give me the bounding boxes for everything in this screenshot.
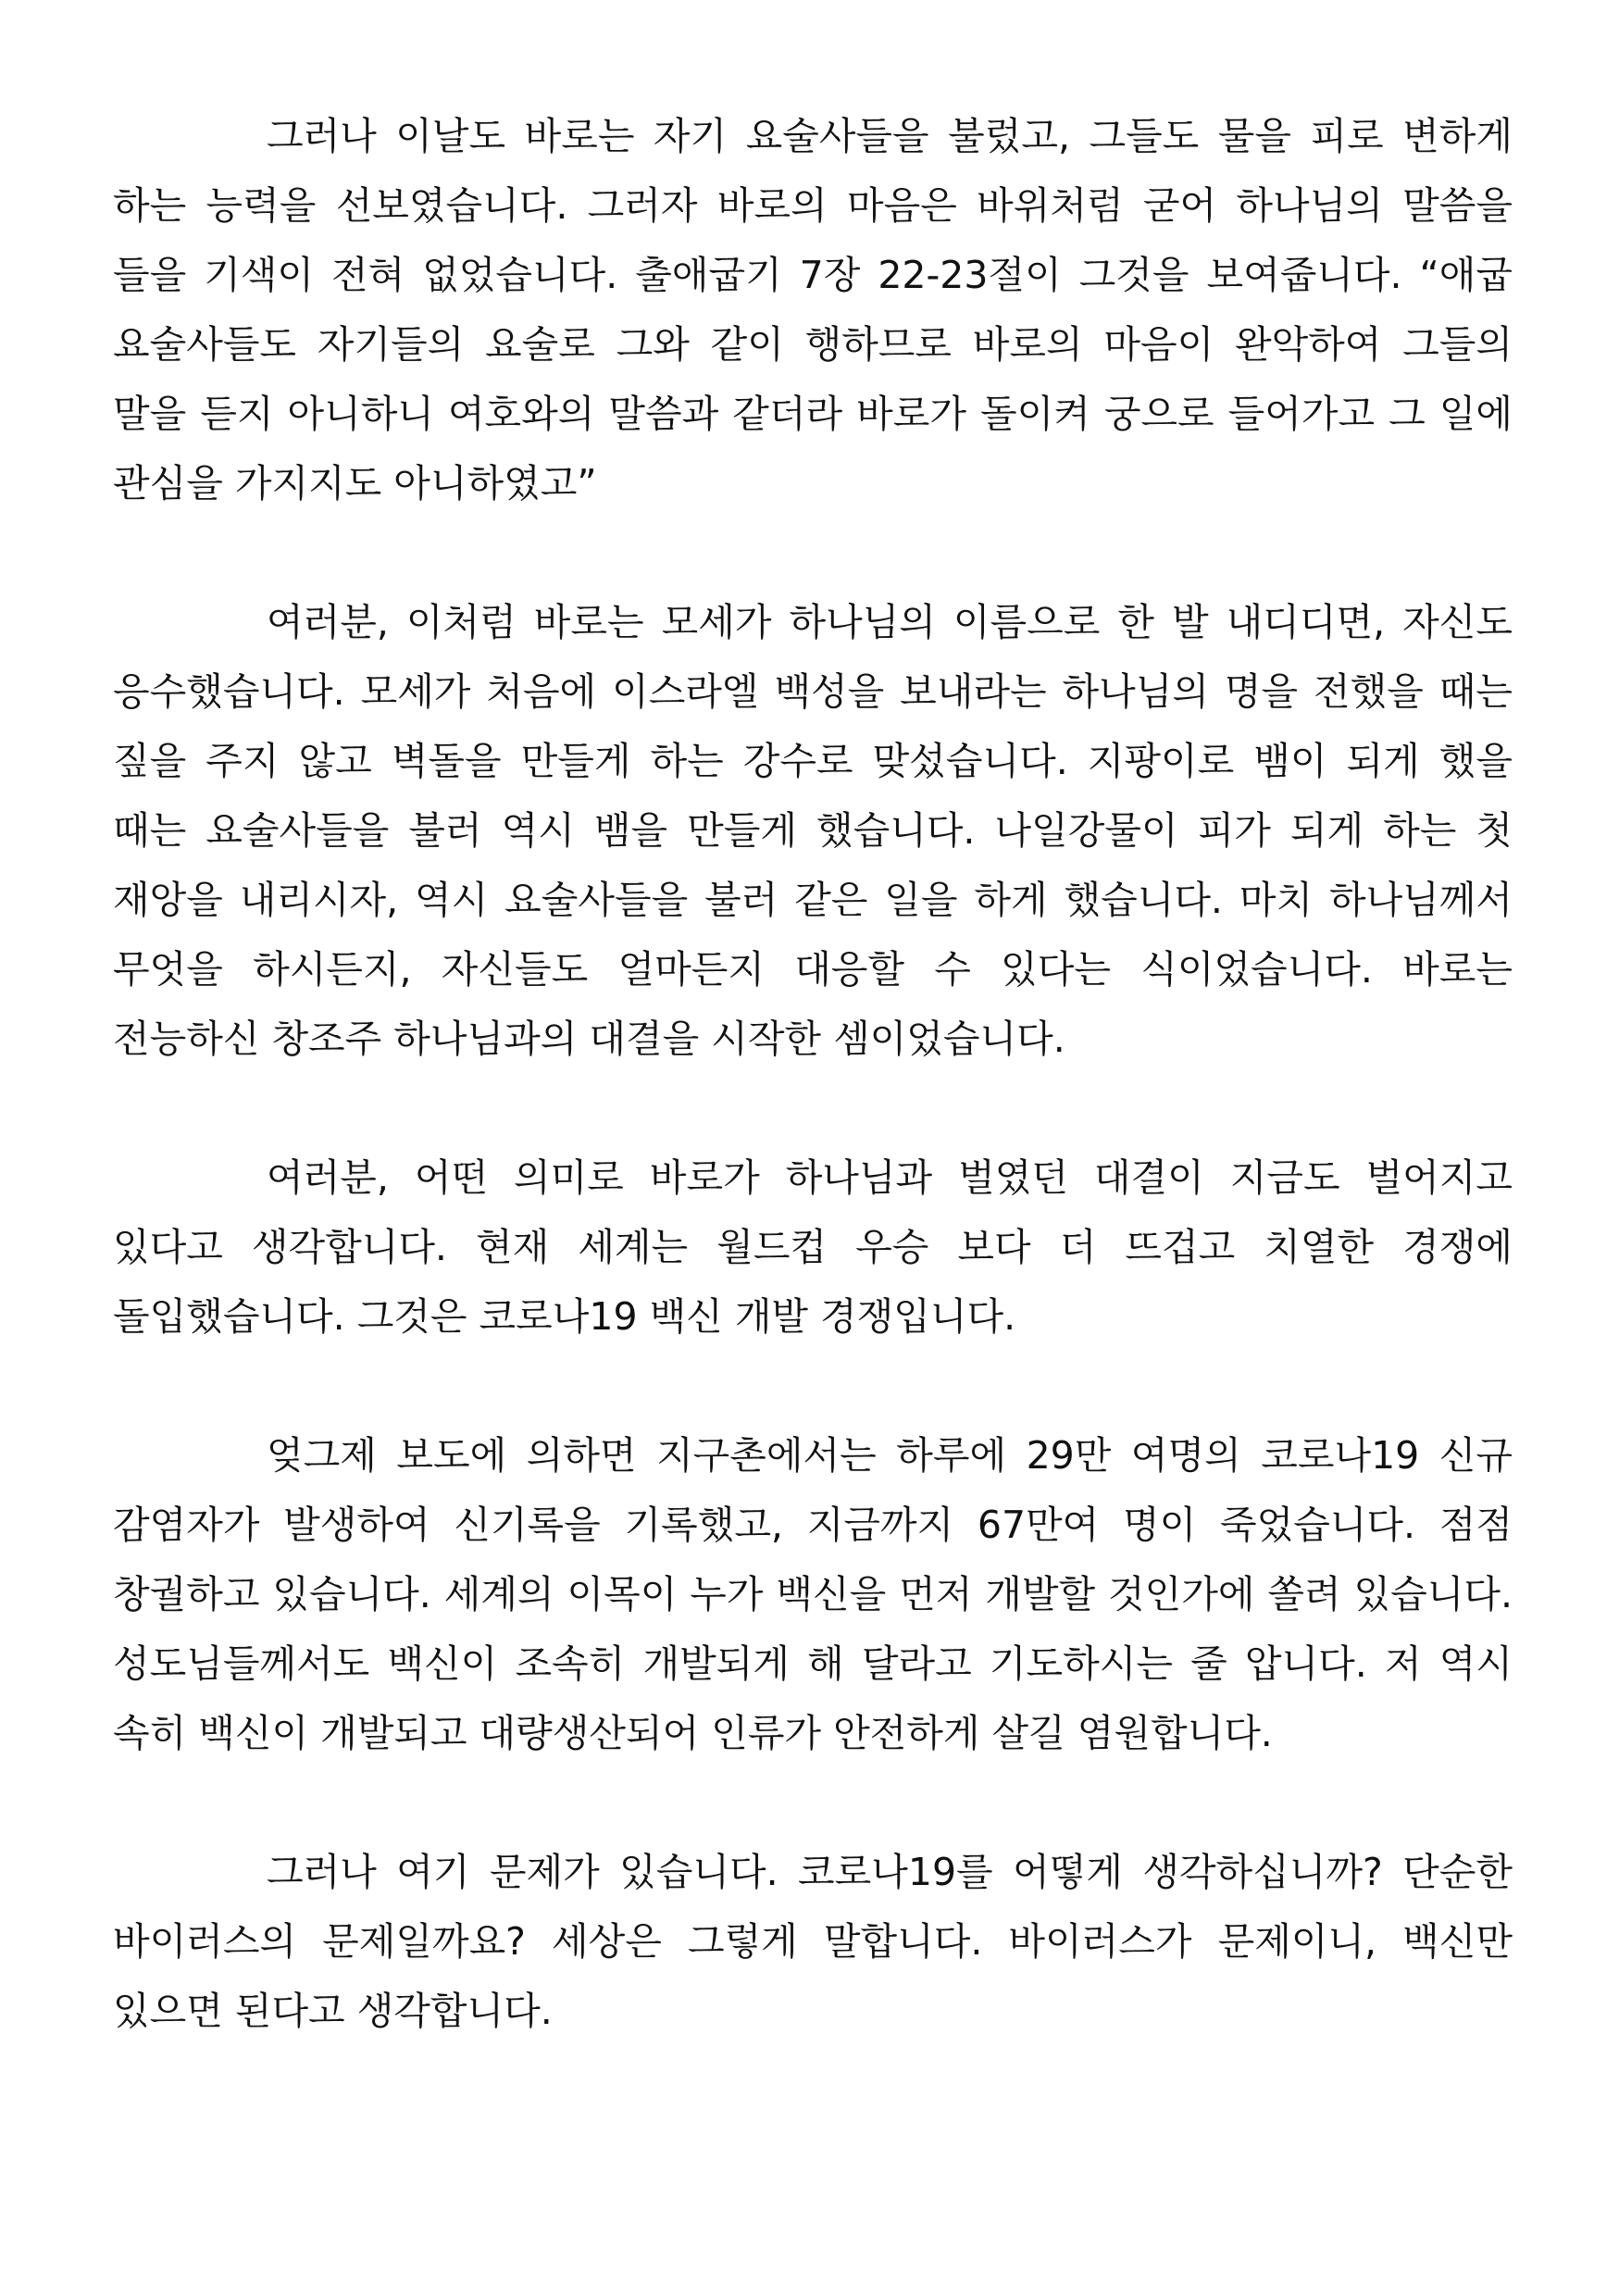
paragraph: 그러나 여기 문제가 있습니다. 코로나19를 어떻게 생각하십니까? 단순한 바이러스의 문제일까요? 세상은 그렇게 말합니다. 바이러스가 문제이니, 백신만 있으면 된다고 생각합니다. bbox=[113, 1850, 1513, 2033]
document-body bbox=[113, 102, 1513, 2046]
paragraph: 그러나 이날도 바로는 자기 요술사들을 불렀고, 그들도 물을 피로 변하게 하는 능력을 선보였습니다. 그러자 바로의 마음은 바위처럼 굳어 하나님의 말씀을 들을 기색이 전혀 없었습니다. 출애굽기 7장 22-23절이 그것을 보여줍니다. “애굽 요술사들도 자기들의 요술로 그와 같이 행하므로 바로의 마음이 완악하여 그들의 말을 듣지 아니하니 여호와의 말씀과 같더라 바로가 돌이켜 궁으로 들어가고 그 일에 관심을 가지지도 아니하였고” bbox=[113, 114, 1513, 505]
paragraph: 여러분, 이처럼 바로는 모세가 하나님의 이름으로 한 발 내디디면, 자신도 응수했습니다. 모세가 처음에 이스라엘 백성을 보내라는 하나님의 명을 전했을 때는 짚을 주지 않고 벽돌을 만들게 하는 강수로 맞섰습니다. 지팡이로 뱀이 되게 했을 때는 요술사들을 불러 역시 뱀을 만들게 했습니다. 나일강물이 피가 되게 하는 첫 재앙을 내리시자, 역시 요술사들을 불러 같은 일을 하게 했습니다. 마치 하나님께서 무엇을 하시든지, 자신들도 얼마든지 대응할 수 있다는 식이었습니다. 바로는 전능하신 창조주 하나님과의 대결을 시작한 셈이었습니다. bbox=[113, 600, 1513, 1061]
paragraph: 여러분, 어떤 의미로 바로가 하나님과 벌였던 대결이 지금도 벌어지고 있다고 생각합니다. 현재 세계는 월드컵 우승 보다 더 뜨겁고 치열한 경쟁에 돌입했습니다. 그것은 코로나19 백신 개발 경쟁입니다. bbox=[113, 1155, 1513, 1339]
paragraph: 엊그제 보도에 의하면 지구촌에서는 하루에 29만 여명의 코로나19 신규 감염자가 발생하여 신기록을 기록했고, 지금까지 67만여 명이 죽었습니다. 점점 창궐하고 있습니다. 세계의 이목이 누가 백신을 먼저 개발할 것인가에 쏠려 있습니다. 성도님들께서도 백신이 조속히 개발되게 해 달라고 기도하시는 줄 압니다. 저 역시 속히 백신이 개발되고 대량생산되어 인류가 안전하게 살길 염원합니다. bbox=[113, 1433, 1513, 1755]
